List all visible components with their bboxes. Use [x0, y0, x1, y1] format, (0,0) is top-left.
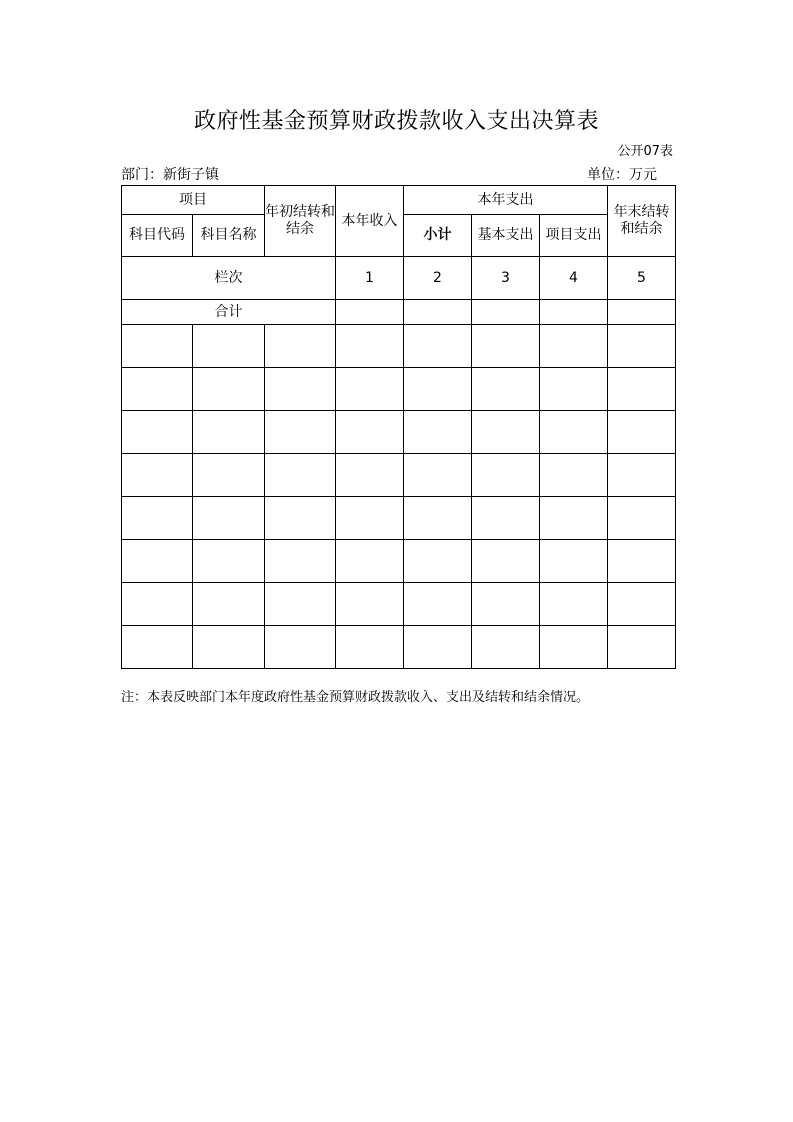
table-cell — [122, 540, 193, 583]
table-cell — [540, 325, 608, 368]
budget-table — [121, 185, 676, 669]
table-cell — [336, 454, 404, 497]
column-number: 2 — [404, 257, 472, 300]
table-cell — [265, 626, 336, 669]
header-subject-name: 科目名称 — [193, 215, 265, 257]
table-cell — [540, 497, 608, 540]
table-cell — [404, 368, 472, 411]
table-row — [122, 626, 676, 669]
table-cell — [265, 540, 336, 583]
table-cell — [472, 626, 540, 669]
column-number: 5 — [608, 257, 676, 300]
header-current-income: 本年收入 — [336, 186, 404, 257]
table-cell — [404, 583, 472, 626]
table-cell — [404, 300, 472, 325]
table-cell — [608, 325, 676, 368]
column-index-label: 栏次 — [122, 257, 336, 300]
column-number: 1 — [336, 257, 404, 300]
footnote: 注：本表反映部门本年度政府性基金预算财政拨款收入、支出及结转和结余情况。 — [121, 690, 590, 705]
table-cell — [540, 540, 608, 583]
table-cell — [404, 540, 472, 583]
table-cell — [472, 368, 540, 411]
table-cell — [122, 497, 193, 540]
table-cell — [193, 583, 265, 626]
table-cell — [608, 411, 676, 454]
table-cell — [404, 325, 472, 368]
table-cell — [336, 497, 404, 540]
header-subtotal: 小计 — [404, 215, 472, 257]
table-cell — [472, 497, 540, 540]
table-cell — [265, 325, 336, 368]
unit-label: 单位：万元 — [587, 167, 657, 183]
table-cell — [472, 454, 540, 497]
table-cell — [193, 411, 265, 454]
table-cell — [540, 583, 608, 626]
table-cell — [540, 300, 608, 325]
header-project-expense: 项目支出 — [540, 215, 608, 257]
table-cell — [193, 454, 265, 497]
table-cell — [608, 368, 676, 411]
total-label: 合计 — [122, 300, 336, 325]
table-cell — [336, 325, 404, 368]
table-cell — [265, 454, 336, 497]
table-cell — [336, 368, 404, 411]
table-cell — [122, 626, 193, 669]
table-cell — [472, 325, 540, 368]
table-cell — [122, 325, 193, 368]
table-cell — [608, 626, 676, 669]
table-cell — [472, 300, 540, 325]
header-closing-balance: 年末结转和结余 — [608, 186, 676, 257]
table-cell — [608, 497, 676, 540]
table-cell — [336, 626, 404, 669]
table-cell — [193, 626, 265, 669]
table-cell — [122, 454, 193, 497]
table-cell — [193, 497, 265, 540]
table-cell — [265, 497, 336, 540]
table-cell — [472, 583, 540, 626]
table-cell — [193, 325, 265, 368]
table-cell — [540, 368, 608, 411]
table-cell — [540, 411, 608, 454]
header-subject-code: 科目代码 — [122, 215, 193, 257]
table-cell — [472, 411, 540, 454]
table-cell — [608, 300, 676, 325]
column-number: 3 — [472, 257, 540, 300]
table-cell — [472, 540, 540, 583]
table-cell — [404, 411, 472, 454]
table-cell — [122, 368, 193, 411]
table-cell — [404, 454, 472, 497]
table-cell — [265, 368, 336, 411]
table-row — [122, 454, 676, 497]
table-cell — [193, 368, 265, 411]
table-cell — [193, 540, 265, 583]
table-row — [122, 540, 676, 583]
table-row — [122, 497, 676, 540]
table-cell — [336, 583, 404, 626]
column-index-row — [122, 257, 676, 300]
department-label: 部门：新街子镇 — [121, 167, 219, 183]
table-row — [122, 368, 676, 411]
table-row — [122, 325, 676, 368]
form-number: 公开07表 — [617, 144, 673, 159]
header-basic-expense: 基本支出 — [472, 215, 540, 257]
table-cell — [265, 411, 336, 454]
table-cell — [404, 626, 472, 669]
table-cell — [336, 540, 404, 583]
table-cell — [540, 454, 608, 497]
column-number: 4 — [540, 257, 608, 300]
table-cell — [608, 583, 676, 626]
table-cell — [404, 497, 472, 540]
table-cell — [540, 626, 608, 669]
table-cell — [608, 540, 676, 583]
total-row — [122, 300, 676, 325]
table-cell — [336, 411, 404, 454]
header-item: 项目 — [122, 186, 265, 215]
table-row — [122, 411, 676, 454]
table-cell — [608, 454, 676, 497]
page-title: 政府性基金预算财政拨款收入支出决算表 — [193, 109, 599, 134]
table-cell — [336, 300, 404, 325]
header-opening-balance: 年初结转和结余 — [265, 186, 336, 257]
table-row — [122, 583, 676, 626]
table-cell — [122, 583, 193, 626]
table-cell — [265, 583, 336, 626]
table-cell — [122, 411, 193, 454]
header-current-expense: 本年支出 — [404, 186, 608, 215]
